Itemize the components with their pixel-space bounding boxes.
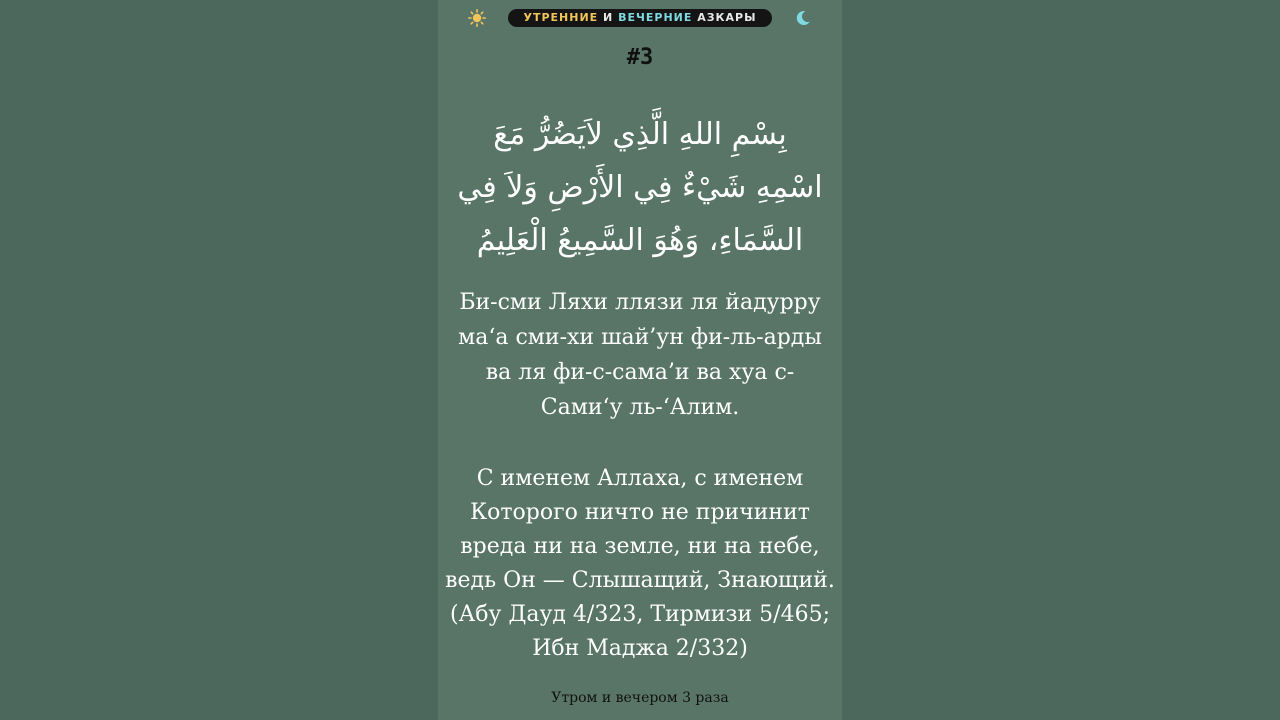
title-word-and: И bbox=[603, 11, 614, 24]
arabic-text bbox=[448, 108, 832, 267]
title-word-morning: УТРЕННИЕ bbox=[523, 11, 599, 24]
transliteration-text bbox=[444, 285, 836, 425]
arabic-line: اسْمِهِ شَيْءٌ فِي الأَرْضِ وَلاَ فِي bbox=[457, 170, 823, 205]
translation-line: (Абу Дауд 4/323, Тирмизи 5/465; bbox=[450, 602, 830, 627]
content-panel bbox=[438, 0, 842, 720]
header-bar bbox=[438, 7, 842, 29]
translation-line: С именем Аллаха, с именем bbox=[476, 466, 804, 491]
transliteration-line: Би-сми Ляхи ллязи ля йадурру bbox=[459, 290, 821, 315]
arabic-line: بِسْمِ اللهِ الَّذِي لاَيَضُرُّ مَعَ bbox=[493, 117, 787, 152]
title-word-evening: ВЕЧЕРНИЕ bbox=[618, 11, 693, 24]
title-badge bbox=[508, 9, 772, 27]
dua-number: #3 bbox=[626, 45, 654, 70]
translation-line: ведь Он — Слышащий, Знающий. bbox=[445, 568, 835, 593]
translation-line: вреда ни на земле, ни на небе, bbox=[460, 534, 820, 559]
transliteration-line: ва ля фи-с-сама’и ва хуа с- bbox=[485, 360, 795, 385]
arabic-line: السَّمَاءِ، وَهُوَ السَّمِيعُ الْعَلِيمُ bbox=[476, 223, 804, 258]
translation-line: Ибн Маджа 2/332) bbox=[532, 636, 748, 661]
transliteration-line: Сами‘у ль-‘Алим. bbox=[540, 395, 740, 420]
repetition-note: Утром и вечером 3 раза bbox=[551, 690, 729, 706]
translation-text bbox=[444, 462, 836, 666]
moon-icon bbox=[794, 9, 812, 27]
title-word-azkar: АЗКАРЫ bbox=[697, 11, 757, 24]
transliteration-line: ма‘а сми-хи шай’ун фи-ль-арды bbox=[458, 325, 822, 350]
translation-line: Которого ничто не причинит bbox=[470, 500, 810, 525]
sun-icon bbox=[468, 9, 486, 27]
